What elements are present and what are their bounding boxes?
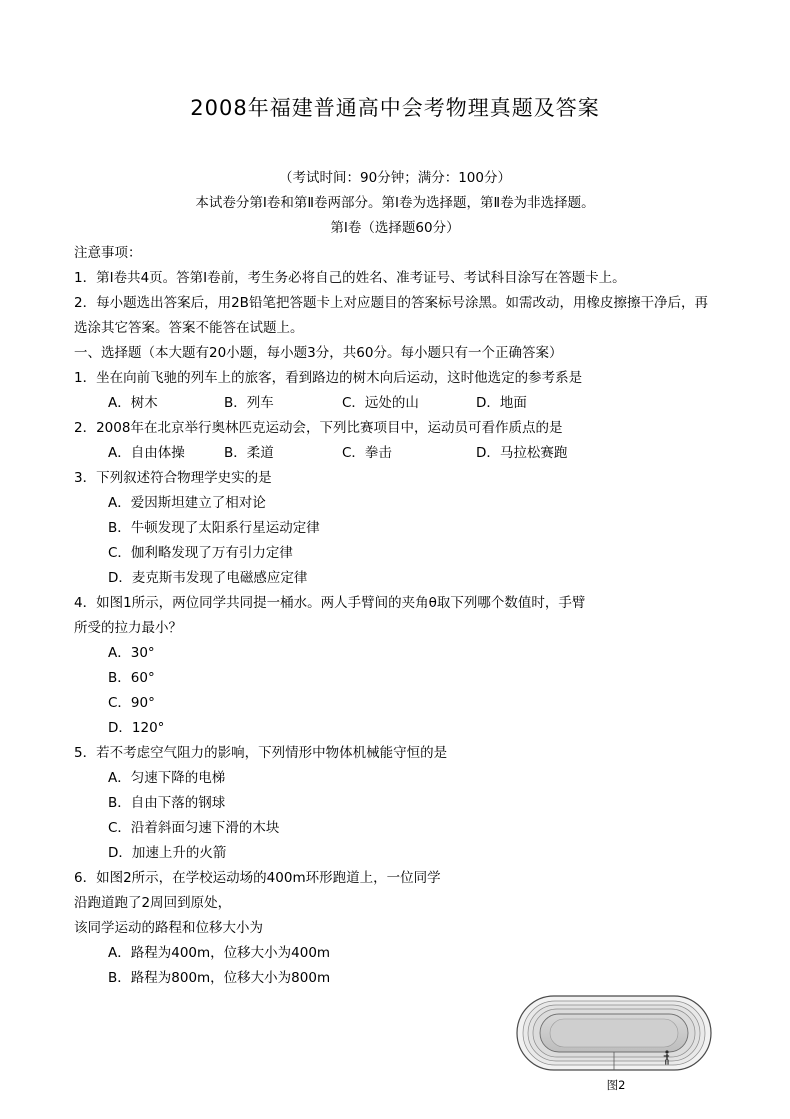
question-6-stem: 6．如图2所示，在学校运动场的400m环形跑道上，一位同学沿跑道跑了2周回到原处， bbox=[74, 870, 441, 911]
question-1-option-d: D．地面 bbox=[476, 395, 527, 411]
question-6-option-a: A．路程为400m，位移大小为400m bbox=[108, 945, 331, 961]
question-6-stem-cont: 该同学运动的路程和位移大小为 bbox=[74, 920, 263, 936]
question-2-option-d: D．马拉松赛跑 bbox=[476, 445, 568, 461]
question-1-option-b: B．列车 bbox=[224, 395, 274, 411]
exam-info-block bbox=[74, 166, 716, 241]
running-track-icon bbox=[516, 990, 712, 1076]
question-5-option-c: C．沿着斜面匀速下滑的木块 bbox=[108, 820, 280, 836]
question-3-option-c: C．伽利略发现了万有引力定律 bbox=[108, 545, 293, 561]
question-5-option-b: B．自由下落的钢球 bbox=[108, 795, 226, 811]
question-1-options bbox=[74, 391, 716, 416]
question-2-options bbox=[74, 441, 716, 466]
question-2 bbox=[74, 416, 716, 466]
question-3-stem: 3．下列叙述符合物理学史实的是 bbox=[74, 470, 272, 486]
notice-heading: 注意事项： bbox=[74, 245, 142, 261]
question-4 bbox=[74, 591, 716, 741]
question-5-stem: 5．若不考虑空气阻力的影响，下列情形中物体机械能守恒的是 bbox=[74, 745, 448, 761]
figure-2 bbox=[516, 990, 716, 1093]
question-1 bbox=[74, 366, 716, 416]
choice-section-heading: 一、选择题（本大题有20小题，每小题3分，共60分。每小题只有一个正确答案） bbox=[74, 345, 563, 361]
question-6 bbox=[74, 866, 454, 991]
section-one-heading: 第Ⅰ卷（选择题60分） bbox=[330, 220, 460, 236]
question-4-stem: 4．如图1所示，两位同学共同提一桶水。两人手臂间的夹角θ取下列哪个数值时，手臂 bbox=[74, 595, 586, 611]
question-2-option-a: A．自由体操 bbox=[108, 445, 185, 461]
question-4-option-b: B．60° bbox=[108, 670, 155, 686]
question-4-stem-cont: 所受的拉力最小？ bbox=[74, 620, 182, 636]
question-1-stem: 1．坐在向前飞驰的列车上的旅客，看到路边的树木向后运动，这时他选定的参考系是 bbox=[74, 370, 583, 386]
question-5 bbox=[74, 741, 716, 866]
question-3-option-a: A．爱因斯坦建立了相对论 bbox=[108, 495, 266, 511]
notice-item-1: 1．第Ⅰ卷共4页。答第Ⅰ卷前，考生务必将自己的姓名、准考证号、考试科目涂写在答题卡上。 bbox=[74, 270, 626, 286]
question-1-option-a: A．树木 bbox=[108, 395, 158, 411]
question-3-option-b: B．牛顿发现了太阳系行星运动定律 bbox=[108, 520, 320, 536]
question-5-option-d: D．加速上升的火箭 bbox=[108, 845, 227, 861]
question-2-stem: 2．2008年在北京举行奥林匹克运动会，下列比赛项目中，运动员可看作质点的是 bbox=[74, 420, 563, 436]
question-4-option-c: C．90° bbox=[108, 695, 155, 711]
page-title: 2008年福建普通高中会考物理真题及答案 bbox=[190, 96, 600, 120]
question-4-option-d: D．120° bbox=[108, 720, 165, 736]
exam-time-score: （考试时间：90分钟；满分：100分） bbox=[279, 170, 511, 186]
notice-item-2: 2．每小题选出答案后，用2B铅笔把答题卡上对应题目的答案标号涂黑。如需改动，用橡皮擦擦干净后，再选涂其它答案。答案不能答在试题上。 bbox=[74, 295, 708, 336]
exam-structure-note: 本试卷分第Ⅰ卷和第Ⅱ卷两部分。第Ⅰ卷为选择题，第Ⅱ卷为非选择题。 bbox=[195, 195, 595, 211]
question-1-option-c: C．远处的山 bbox=[342, 395, 419, 411]
question-2-option-b: B．柔道 bbox=[224, 445, 274, 461]
question-2-option-c: C．拳击 bbox=[342, 445, 392, 461]
question-3 bbox=[74, 466, 716, 591]
question-6-option-b: B．路程为800m，位移大小为800m bbox=[108, 970, 331, 986]
question-3-option-d: D．麦克斯韦发现了电磁感应定律 bbox=[108, 570, 308, 586]
question-5-option-a: A．匀速下降的电梯 bbox=[108, 770, 226, 786]
question-4-option-a: A．30° bbox=[108, 645, 155, 661]
figure-2-label: 图2 bbox=[606, 1078, 626, 1092]
